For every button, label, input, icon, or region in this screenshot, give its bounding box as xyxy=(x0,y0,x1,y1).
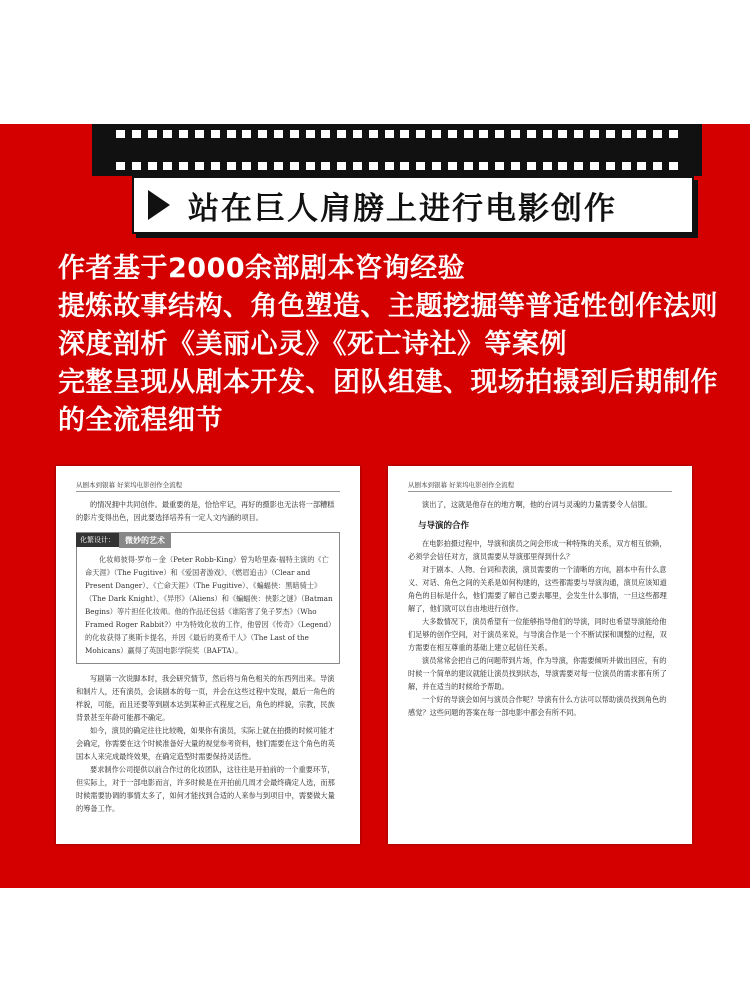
film-sprocket-hole xyxy=(148,130,157,138)
film-sprocket-hole xyxy=(179,130,188,138)
film-sprocket-hole xyxy=(306,130,315,138)
film-sprocket-hole xyxy=(558,130,567,138)
feature-line: 作者基于2000余部剧本咨询经验 xyxy=(58,253,466,284)
film-sprocket-hole xyxy=(400,130,409,138)
film-sprocket-hole xyxy=(637,162,646,170)
play-triangle-icon xyxy=(148,190,170,220)
feature-line: 的全流程细节 xyxy=(58,405,223,436)
page-paragraph: 写剧第一次说脚本时，我会研究情节，然后将与角色相关的东西列出来。导演和制片人，还有演员，会读剧本的每一页，并会在这些过程中发现，最后一角色的样貌，可能，而且还要等到剧本达到某种正式程度之后，角色的样貌，宗教，民族背景甚至年龄可能都不确定。 xyxy=(76,674,335,722)
film-sprocket-hole xyxy=(606,130,615,138)
sidebar-tag: 化繁设计： xyxy=(76,533,119,547)
film-sprocket-hole xyxy=(543,162,552,170)
film-sprocket-hole xyxy=(432,162,441,170)
film-sprocket-hole xyxy=(290,162,299,170)
film-sprocket-hole xyxy=(448,162,457,170)
feature-line: 完整呈现从剧本开发、团队组建、现场拍摄到后期制作 xyxy=(58,367,718,398)
film-sprocket-hole xyxy=(669,130,678,138)
film-sprocket-hole xyxy=(369,130,378,138)
sidebar-title: 微妙的艺术 xyxy=(119,533,171,548)
film-sprocket-hole xyxy=(274,162,283,170)
film-sprocket-hole xyxy=(163,130,172,138)
film-sprocket-hole xyxy=(242,162,251,170)
film-sprocket-hole xyxy=(464,130,473,138)
film-sprocket-hole xyxy=(590,162,599,170)
book-page-right xyxy=(388,466,692,844)
film-sprocket-hole xyxy=(369,162,378,170)
feature-list xyxy=(58,250,718,440)
film-sprocket-hole xyxy=(527,130,536,138)
film-sprocket-hole xyxy=(574,162,583,170)
sidebar-label xyxy=(76,532,171,548)
film-sprocket-hole xyxy=(116,162,125,170)
running-head: 从剧本到银幕 好莱坞电影创作全流程 xyxy=(76,480,340,492)
film-sprocket-hole xyxy=(163,162,172,170)
banner-title-box xyxy=(132,176,694,234)
film-sprocket-hole xyxy=(590,130,599,138)
running-head: 从剧本到银幕 好莱坞电影创作全流程 xyxy=(408,480,672,492)
page-paragraph: 在电影拍摄过程中，导演和演员之间会形成一种特殊的关系，双方相互依赖，必须学会信任对方，演员需要从导演那里得到什么？ xyxy=(408,539,667,561)
film-sprocket-hole xyxy=(337,162,346,170)
film-sprocket-hole xyxy=(385,130,394,138)
film-sprocket-hole xyxy=(574,130,583,138)
film-sprocket-hole xyxy=(400,162,409,170)
film-sprocket-hole xyxy=(385,162,394,170)
film-sprocket-hole xyxy=(527,162,536,170)
film-sprocket-hole xyxy=(195,162,204,170)
page-paragraph: 演出了，这就是他存在的地方啊，他的台词与灵魂的力量需要令人信服。 xyxy=(422,500,653,509)
banner-title: 站在巨人肩膀上进行电影创作 xyxy=(188,190,617,227)
film-sprocket-hole xyxy=(653,162,662,170)
film-sprocket-hole xyxy=(274,130,283,138)
film-sprocket-hole xyxy=(227,162,236,170)
film-sprocket-hole xyxy=(479,130,488,138)
film-sprocket-hole xyxy=(227,130,236,138)
film-sprocket-hole xyxy=(653,130,662,138)
film-sprocket-hole xyxy=(495,130,504,138)
film-sprocket-hole xyxy=(416,162,425,170)
film-sprocket-hole xyxy=(448,130,457,138)
film-sprocket-hole xyxy=(242,130,251,138)
film-sprocket-hole xyxy=(606,162,615,170)
film-sprocket-hole xyxy=(432,130,441,138)
film-sprocket-holes-top xyxy=(116,130,678,138)
film-sprocket-hole xyxy=(511,162,520,170)
page-paragraph: 大多数情况下，演员希望有一位能够指导他们的导演，同时也希望导演能给他们足够的创作空间，对于演员来说，与导演合作是一个不断试探和调整的过程，双方需要在相互尊重的基础上建立起信任关系。 xyxy=(408,617,667,652)
film-sprocket-hole xyxy=(353,130,362,138)
film-sprocket-hole xyxy=(337,130,346,138)
page-paragraph: 要求制作公司提供以前合作过的化妆团队，这往往是开拍前的一个重要环节，但实际上，对于一部电影而言，许多时候是在开拍前几周才会最终确定人选，而那时候需要协调的事情太多了，如何才能找到合适的人来参与到项目中，需要做大量的筹备工作。 xyxy=(76,765,335,813)
page-paragraph: 如今，演员的确定往往比较晚，如果你有演员，实际上就在拍摄的时候可能才会确定，你需要在这个时候准备好大量的视觉参考资料，他们需要在这个角色的英国本人来完成最终效果，在确定造型时需要保持灵活性。 xyxy=(76,726,335,761)
page-paragraph: 的情况拥中共同创作。最重要的是，恰恰牢记，再好的摄影也无法将一部糟糕的影片变得出色，因此要选择培养有一定人文内涵的项目。 xyxy=(76,500,335,522)
film-sprocket-hole xyxy=(321,162,330,170)
page-paragraph: 演员常常会把自己的问题带到片场，作为导演，你需要倾听并做出回应，有的时候一个简单的建议就能让演员找到状态，导演需要对每一位演员的需求都有所了解，并在适当的时候给予帮助。 xyxy=(408,656,667,691)
feature-line: 深度剖析《美丽心灵》《死亡诗社》等案例 xyxy=(58,329,567,360)
film-strip-decoration xyxy=(92,124,702,176)
film-sprocket-hole xyxy=(211,162,220,170)
film-sprocket-hole xyxy=(321,130,330,138)
film-sprocket-hole xyxy=(179,162,188,170)
film-sprocket-hole xyxy=(464,162,473,170)
film-sprocket-hole xyxy=(258,162,267,170)
film-sprocket-hole xyxy=(416,130,425,138)
film-sprocket-hole xyxy=(132,130,141,138)
film-sprocket-holes-bottom xyxy=(116,162,678,170)
sidebar-text: 化妆师彼得·罗布－金（Peter Robb-King）曾为哈里森·福特主演的《亡命天涯》（The Fugitive）和《爱国者游戏》、《燃眉追击》（Clear and Present Danger）、《亡命天涯》（The Fugitive）、《蝙蝠侠：黑暗骑士》（The Dark Knight）、《异形》（Aliens）和《蝙蝠侠：侠影之谜》（Batman Begins）等片担任化妆师。他的作品还包括《谁陷害了兔子罗杰》（Who Framed Roger Rabbit?）中为特效化妆的工作，他曾因《传奇》（Legend）的化妆获得了奥斯卡提名，并因《最后的莫希干人》（The Last of the Mohicans）赢得了英国电影学院奖（BAFTA）。 xyxy=(85,555,333,655)
film-sprocket-hole xyxy=(306,162,315,170)
book-page-left xyxy=(56,466,360,844)
page-paragraph: 一个好的导演会如何与演员合作呢？导演有什么方法可以帮助演员找到角色的感觉？这些问题的答案在每一部电影中都会有所不同。 xyxy=(408,695,667,717)
film-sprocket-hole xyxy=(495,162,504,170)
feature-line: 提炼故事结构、角色塑造、主题挖掘等普适性创作法则 xyxy=(58,291,718,322)
film-sprocket-hole xyxy=(669,162,678,170)
sidebar-box xyxy=(76,532,340,664)
film-sprocket-hole xyxy=(637,130,646,138)
film-sprocket-hole xyxy=(543,130,552,138)
section-heading: 与导演的合作 xyxy=(418,521,470,531)
film-sprocket-hole xyxy=(558,162,567,170)
film-sprocket-hole xyxy=(353,162,362,170)
film-sprocket-hole xyxy=(511,130,520,138)
film-sprocket-hole xyxy=(195,130,204,138)
film-sprocket-hole xyxy=(290,130,299,138)
film-sprocket-hole xyxy=(132,162,141,170)
film-sprocket-hole xyxy=(258,130,267,138)
film-sprocket-hole xyxy=(116,130,125,138)
film-sprocket-hole xyxy=(479,162,488,170)
film-sprocket-hole xyxy=(148,162,157,170)
film-sprocket-hole xyxy=(622,162,631,170)
film-sprocket-hole xyxy=(211,130,220,138)
page-paragraph: 对于剧本、人物、台词和表演，演员需要的一个清晰的方向，剧本中有什么意义、对话、角色之间的关系是如何构建的，这些都需要与导演沟通，演员应该知道角色的目标是什么，他们需要了解自己要去哪里，会发生什么事情，一旦这些都理解了，他们就可以自由地进行创作。 xyxy=(408,565,667,613)
film-sprocket-hole xyxy=(622,130,631,138)
